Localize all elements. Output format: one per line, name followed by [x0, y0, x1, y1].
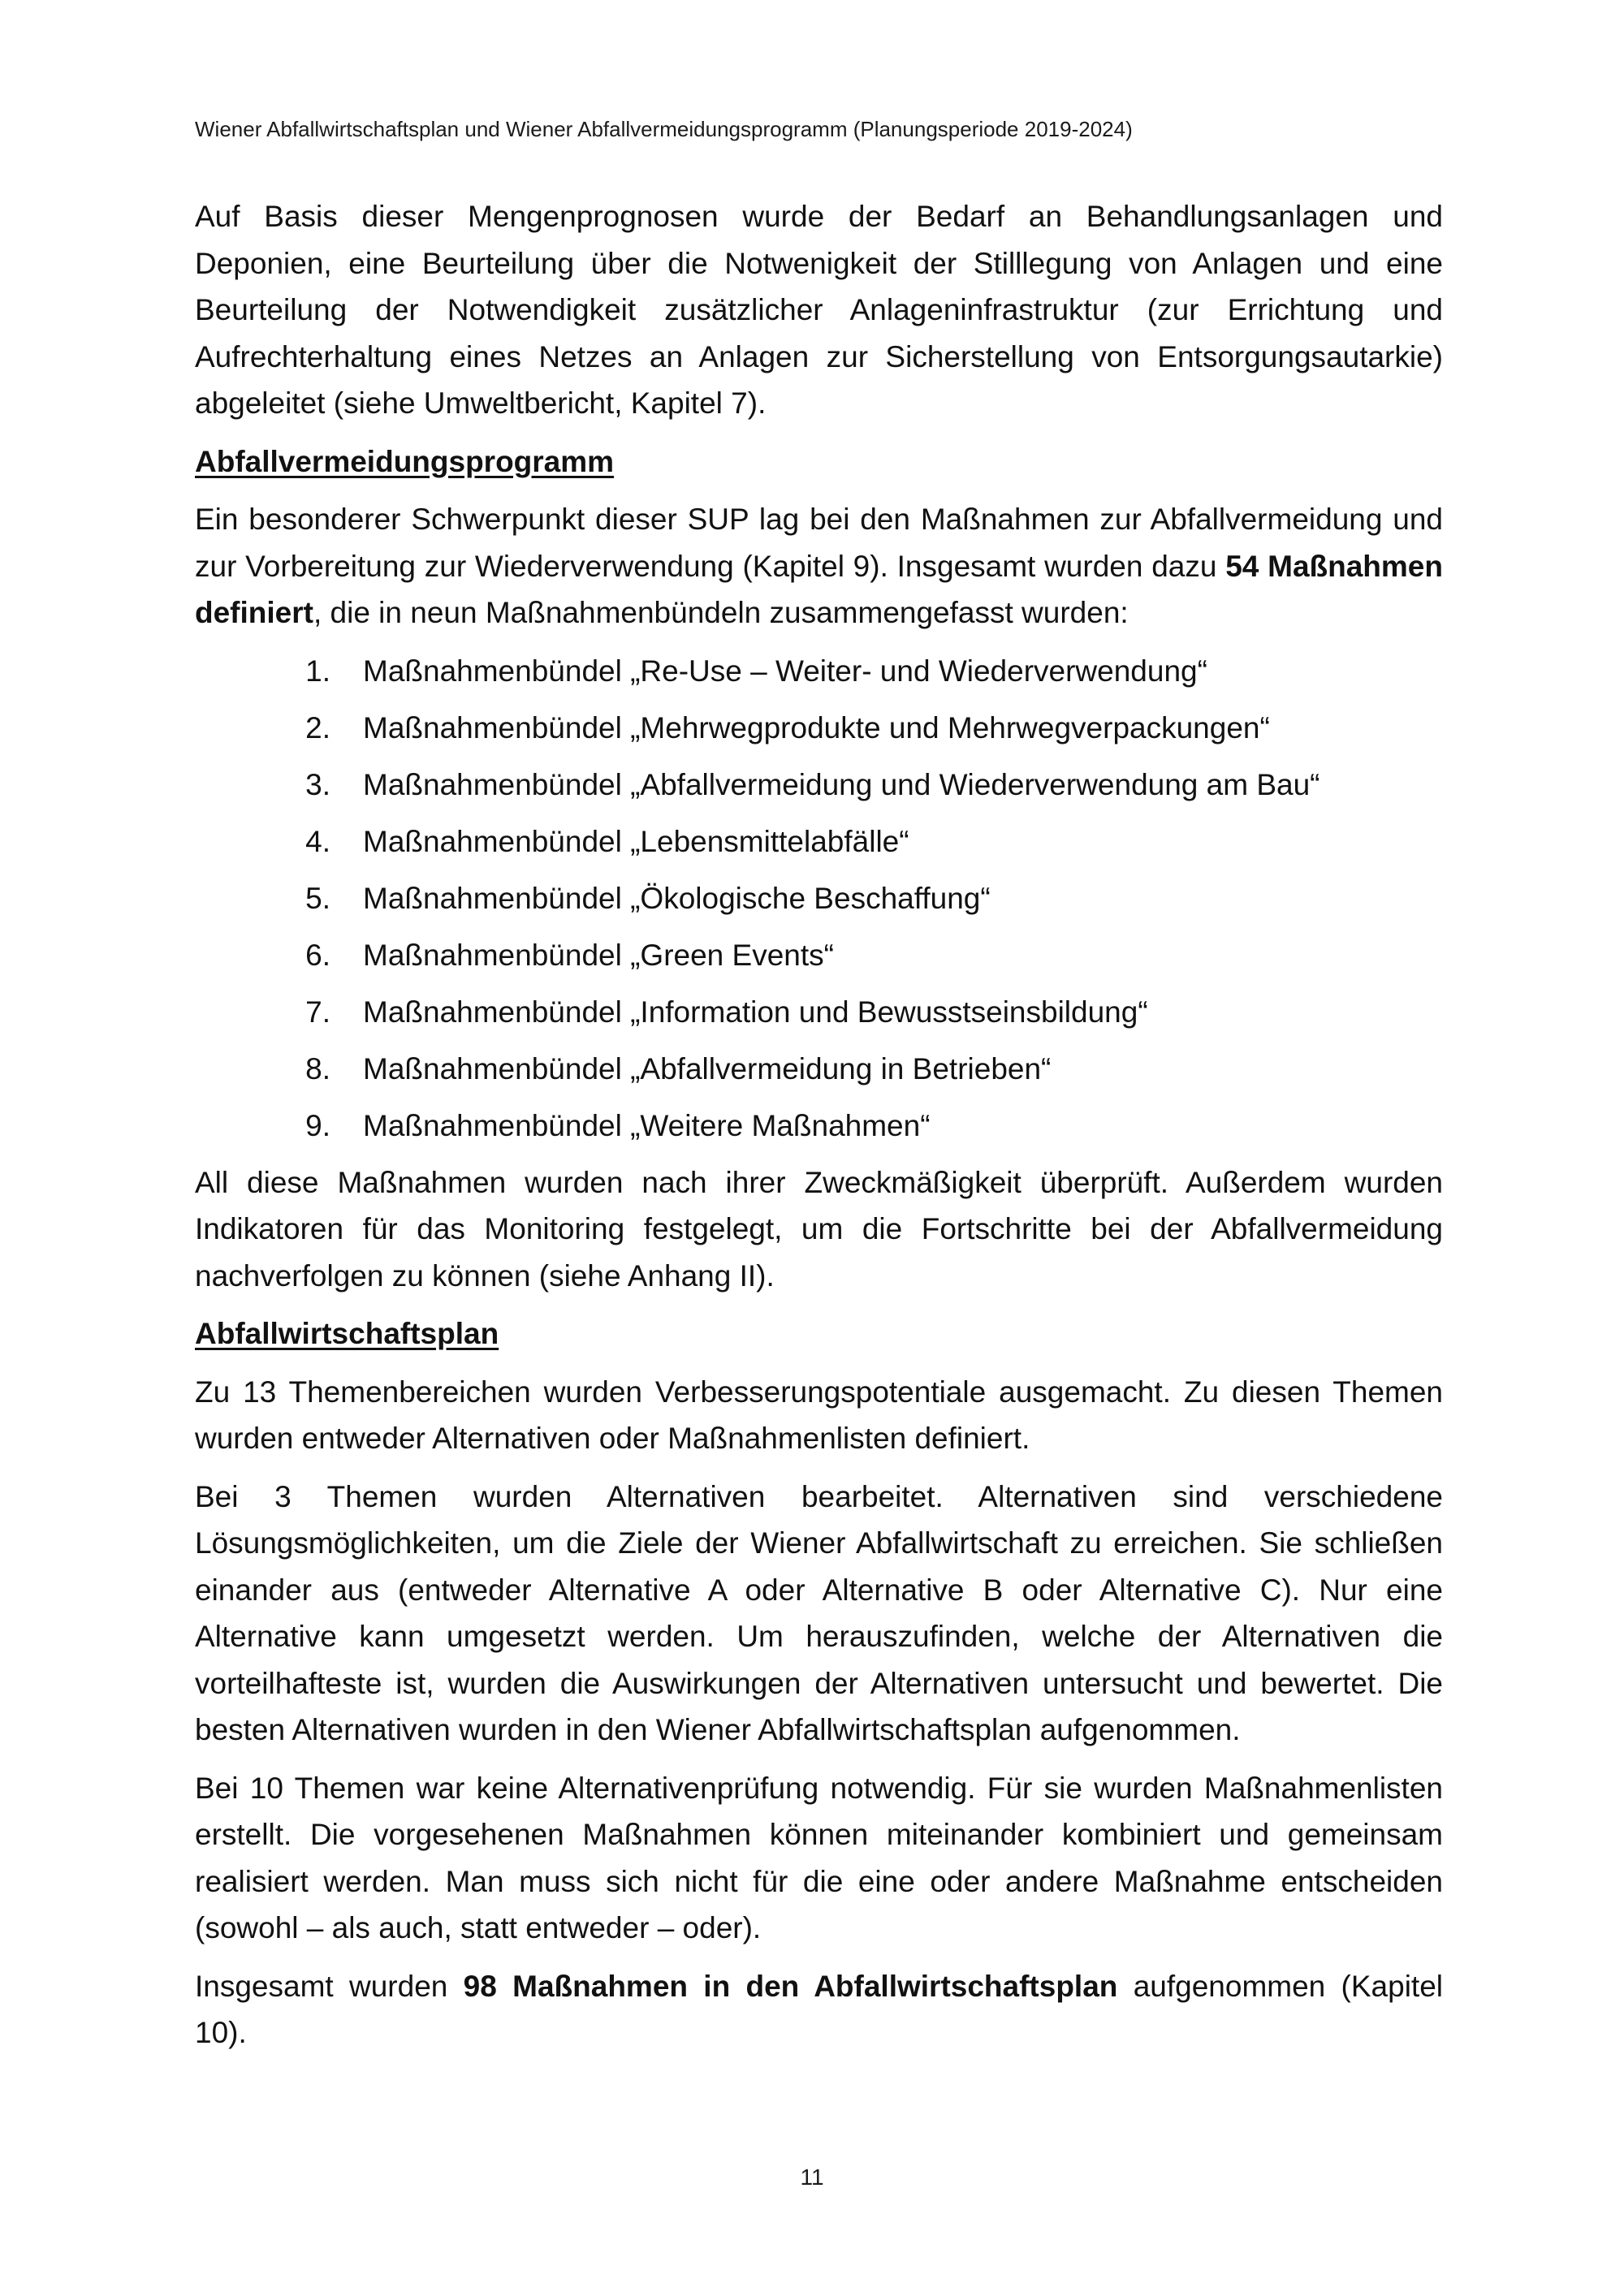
section-heading-abfallwirtschaftsplan: Abfallwirtschaftsplan [195, 1317, 499, 1350]
list-item-number-label: 3. [305, 767, 330, 801]
awp-p4-text-end: aufgenommen (Kapitel 10). [195, 1969, 1444, 2049]
list-item-number [195, 989, 330, 1046]
list-item-text: Maßnahmenbündel „Abfallvermeidung in Betrieben“ [363, 1051, 1052, 1085]
list-item-number [195, 932, 330, 989]
list-item [195, 818, 1443, 875]
list-item [195, 762, 1443, 818]
list-item-number [195, 705, 330, 762]
list-item-number-label: 8. [305, 1051, 330, 1085]
list-item-number [195, 818, 330, 875]
list-item-text: Maßnahmenbündel „Information und Bewusstseinsbildung“ [363, 995, 1148, 1029]
list-item [195, 648, 1443, 705]
list-item-number-label: 7. [305, 995, 330, 1029]
awp-paragraph-3: Bei 10 Themen war keine Alternativenprüfung notwendig. Für sie wurden Maßnahmenlisten erstellt. Die vorgesehenen Maßnahmen können miteinander kombiniert und gemeinsam realisiert werden. Man muss sich nicht für die eine oder andere Maßnahme entscheiden (sowohl – als auch, statt entweder – oder). [195, 1771, 1443, 1944]
awp-p4-bold: 98 Maßnahmen in den Abfallwirtschaftsplan [463, 1969, 1118, 2003]
list-item-text: Maßnahmenbündel „Abfallvermeidung und Wiederverwendung am Bau“ [363, 767, 1320, 801]
list-item [195, 705, 1443, 762]
intro-paragraph: Auf Basis dieser Mengenprognosen wurde der Bedarf an Behandlungsanlagen und Deponien, eine Beurteilung über die Notwenigkeit der Stilllegung von Anlagen und eine Beurteilung der Notwendigkeit zusätzlicher Anlageninfrastruktur (zur Errichtung und Aufrechterhaltung eines Netzes an Anlagen zur Sicherstellung von Entsorgungsautarkie) abgeleitet (siehe Umweltbericht, Kapitel 7). [195, 200, 1443, 420]
list-item [195, 989, 1443, 1046]
page-content [195, 193, 1443, 2056]
list-item-number [195, 1046, 330, 1103]
avp-paragraph-1 [195, 496, 1443, 637]
list-item-text: Maßnahmenbündel „Weitere Maßnahmen“ [363, 1108, 931, 1142]
awp-paragraph-1: Zu 13 Themenbereichen wurden Verbesserungspotentiale ausgemacht. Zu diesen Themen wurden entweder Alternativen oder Maßnahmenlisten definiert. [195, 1375, 1443, 1455]
section-heading-abfallvermeidungsprogramm: Abfallvermeidungsprogramm [195, 444, 615, 478]
running-header: Wiener Abfallwirtschaftsplan und Wiener Abfallvermeidungsprogramm (Planungsperiode 2019-2024) [195, 117, 1133, 141]
avp-paragraph-2: All diese Maßnahmen wurden nach ihrer Zweckmäßigkeit überprüft. Außerdem wurden Indikatoren für das Monitoring festgelegt, um die Fortschritte bei der Abfallvermeidung nachverfolgen zu können (siehe Anhang II). [195, 1165, 1443, 1293]
list-item-text: Maßnahmenbündel „Ökologische Beschaffung“ [363, 881, 991, 915]
list-item-number-label: 4. [305, 824, 330, 858]
list-item-text: Maßnahmenbündel „Green Events“ [363, 938, 834, 972]
list-item-number-label: 1. [305, 654, 330, 688]
list-item [195, 932, 1443, 989]
bundle-list [195, 648, 1443, 1159]
awp-paragraph-4 [195, 1963, 1443, 2056]
list-item-text: Maßnahmenbündel „Mehrwegprodukte und Mehrwegverpackungen“ [363, 710, 1270, 744]
list-item-number [195, 875, 330, 932]
list-item-number-label: 5. [305, 881, 330, 915]
awp-p4-text: Insgesamt wurden [195, 1969, 464, 2003]
list-item [195, 875, 1443, 932]
awp-paragraph-2: Bei 3 Themen wurden Alternativen bearbeitet. Alternativen sind verschiedene Lösungsmöglichkeiten, um die Ziele der Wiener Abfallwirtschaft zu erreichen. Sie schließen einander aus (entweder Alternative A oder Alternative B oder Alternative C). Nur eine Alternative kann umgesetzt werden. Um herauszufinden, welche der Alternativen die vorteilhafteste ist, wurden die Auswirkungen der Alternativen untersucht und bewertet. Die besten Alternativen wurden in den Wiener Abfallwirtschaftsplan aufgenommen. [195, 1479, 1443, 1746]
list-item-number-label: 9. [305, 1108, 330, 1142]
list-item-number [195, 1103, 330, 1159]
avp-p1-text: Ein besonderer Schwerpunkt dieser SUP lag bei den Maßnahmen zur Abfallvermeidung und zur Vorbereitung zur Wiederverwendung (Kapitel 9). Insgesamt wurden dazu [195, 503, 1443, 583]
list-item-number-label: 2. [305, 710, 330, 744]
list-item [195, 1103, 1443, 1159]
list-item-text: Maßnahmenbündel „Lebensmittelabfälle“ [363, 824, 909, 858]
list-item [195, 1046, 1443, 1103]
list-item-number [195, 648, 330, 705]
avp-p1-bold: 54 Maßnahmen definiert [195, 549, 1443, 629]
page-number: 11 [800, 2164, 824, 2190]
list-item-text: Maßnahmenbündel „Re-Use – Weiter- und Wiederverwendung“ [363, 654, 1207, 688]
list-item-number-label: 6. [305, 938, 330, 972]
avp-p1-text-end: , die in neun Maßnahmenbündeln zusammengefasst wurden: [313, 596, 1129, 629]
list-item-number [195, 762, 330, 818]
